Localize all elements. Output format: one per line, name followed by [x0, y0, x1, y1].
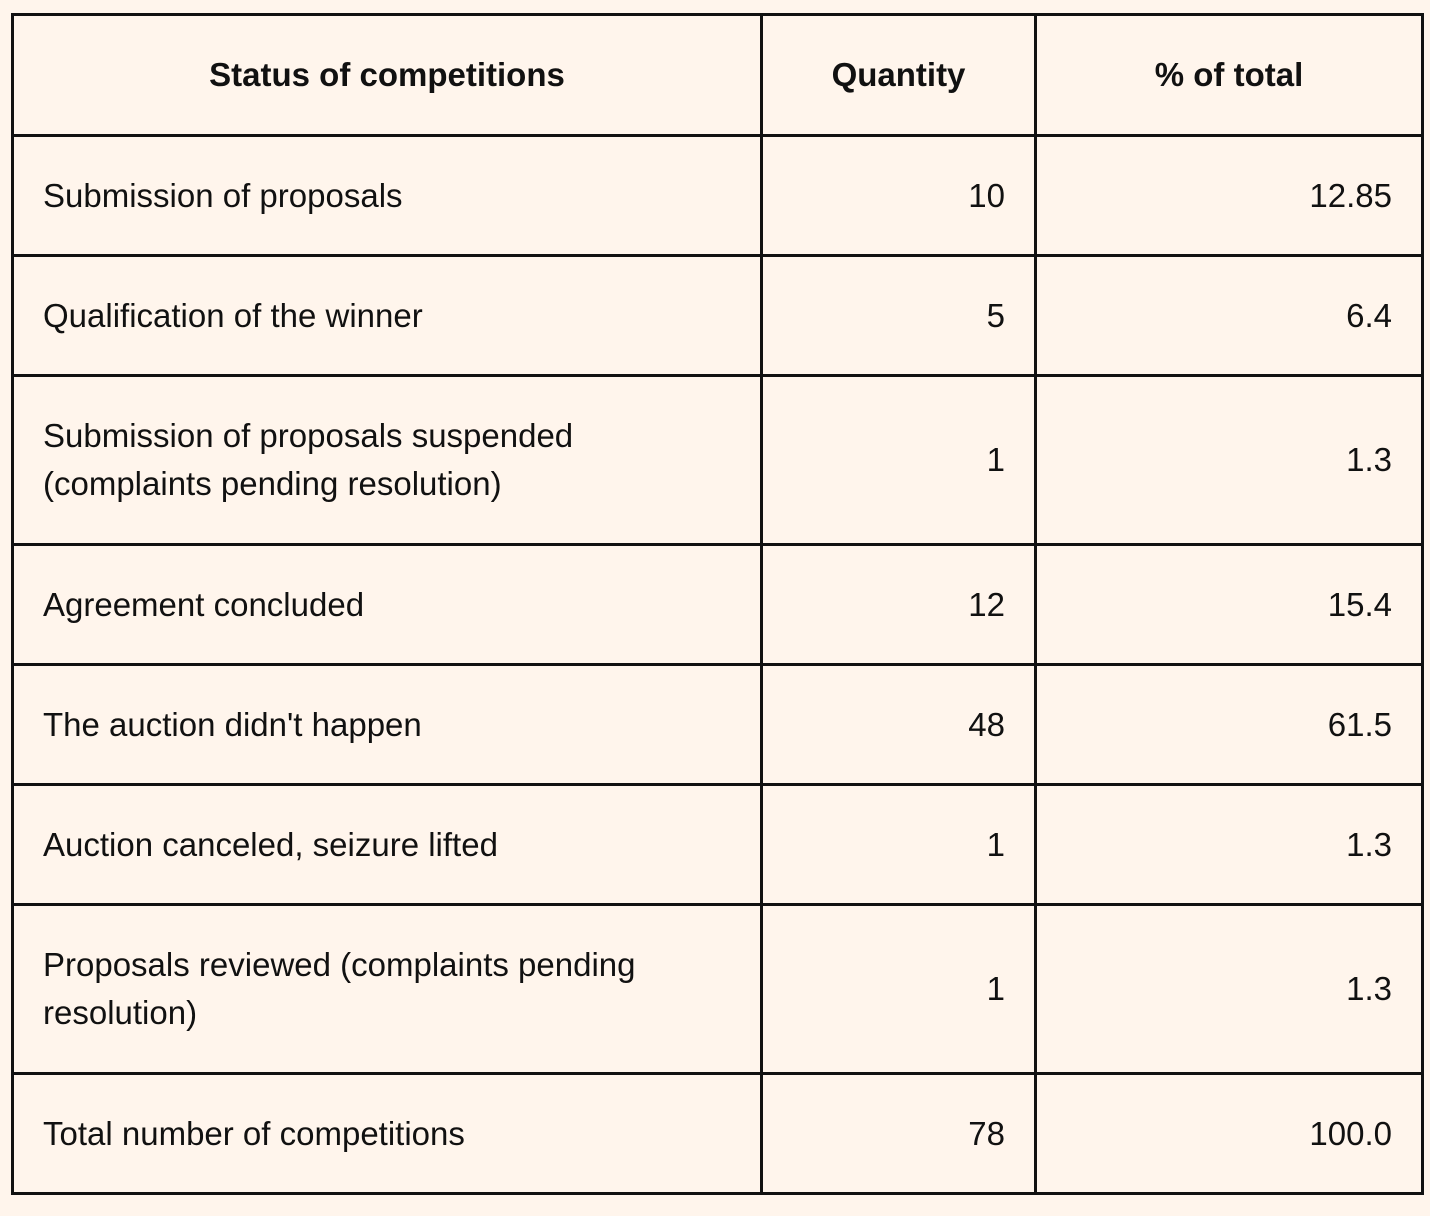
- quantity-cell: 48: [762, 665, 1036, 785]
- total-percent-cell: 100.0: [1036, 1074, 1423, 1194]
- status-cell: Submission of proposals suspended (complaints pending resolution): [13, 376, 762, 545]
- quantity-cell: 5: [762, 256, 1036, 376]
- table-row: [13, 545, 1423, 665]
- status-cell: Submission of proposals: [13, 136, 762, 256]
- percent-cell: 6.4: [1036, 256, 1423, 376]
- percent-cell: 12.85: [1036, 136, 1423, 256]
- percent-cell: 1.3: [1036, 785, 1423, 905]
- quantity-cell: 12: [762, 545, 1036, 665]
- percent-cell: 15.4: [1036, 545, 1423, 665]
- status-cell: Qualification of the winner: [13, 256, 762, 376]
- header-quantity: Quantity: [762, 15, 1036, 136]
- quantity-cell: 1: [762, 905, 1036, 1074]
- table-row: [13, 136, 1423, 256]
- table-row: [13, 256, 1423, 376]
- quantity-cell: 10: [762, 136, 1036, 256]
- quantity-cell: 1: [762, 376, 1036, 545]
- percent-cell: 61.5: [1036, 665, 1423, 785]
- status-cell: Proposals reviewed (complaints pending resolution): [13, 905, 762, 1074]
- status-cell: Agreement concluded: [13, 545, 762, 665]
- quantity-cell: 1: [762, 785, 1036, 905]
- header-percent: % of total: [1036, 15, 1423, 136]
- table-row: [13, 665, 1423, 785]
- percent-cell: 1.3: [1036, 376, 1423, 545]
- table-row: [13, 785, 1423, 905]
- status-cell: The auction didn't happen: [13, 665, 762, 785]
- table-header-row: [13, 15, 1423, 136]
- header-status: Status of competitions: [13, 15, 762, 136]
- table-row: [13, 905, 1423, 1074]
- table-total-row: [13, 1074, 1423, 1194]
- percent-cell: 1.3: [1036, 905, 1423, 1074]
- status-cell: Auction canceled, seizure lifted: [13, 785, 762, 905]
- total-label-cell: Total number of competitions: [13, 1074, 762, 1194]
- table-row: [13, 376, 1423, 545]
- total-quantity-cell: 78: [762, 1074, 1036, 1194]
- competitions-status-table: [11, 13, 1424, 1195]
